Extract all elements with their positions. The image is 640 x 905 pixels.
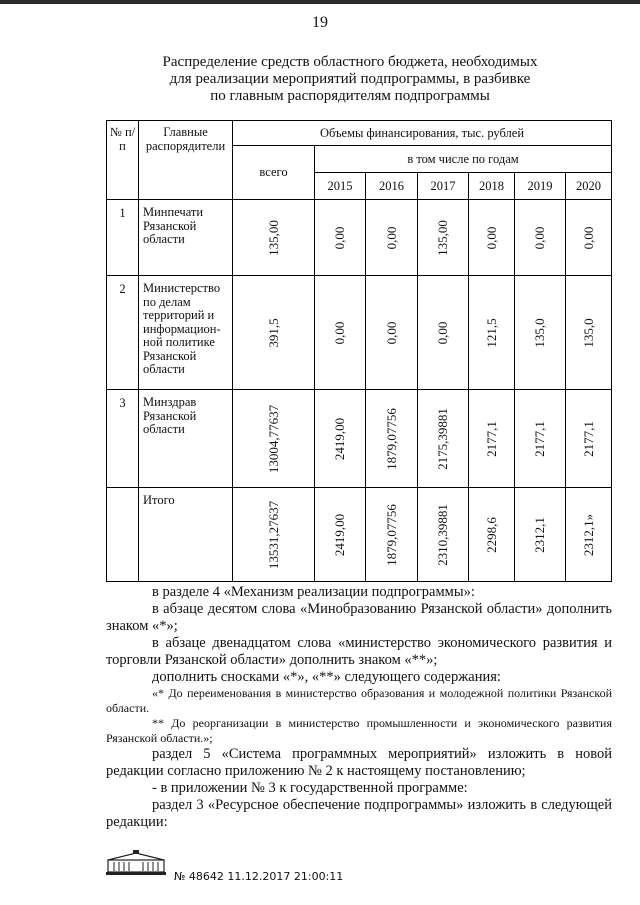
year-cell xyxy=(469,488,515,582)
year-value: 135,0 xyxy=(532,317,547,348)
year-cell xyxy=(469,276,515,390)
year-cell xyxy=(418,488,469,582)
year-value: 135,00 xyxy=(435,219,450,256)
year-value: 2419,00 xyxy=(332,513,347,556)
year-value: 0,00 xyxy=(483,226,499,249)
title-line: Распределение средств областного бюджета, необходимых xyxy=(162,54,538,70)
year-value: 0,00 xyxy=(435,321,450,344)
year-value: 135,0 xyxy=(580,317,596,348)
year-value: 1879,07756 xyxy=(383,407,399,470)
document-title xyxy=(110,54,590,105)
header-year: 2017 xyxy=(418,173,469,200)
paragraph: в абзаце двенадцатом слова «министерство экономического развития и торговли Рязанской области» дополнить знаком «**»; xyxy=(106,635,612,668)
year-cell xyxy=(515,276,566,390)
table-row xyxy=(107,276,612,390)
paragraph: дополнить сносками «*», «**» следующего содержания: xyxy=(152,669,501,685)
body-text xyxy=(106,584,612,831)
year-cell xyxy=(469,390,515,488)
year-value: 2175,39881 xyxy=(435,407,450,470)
footnote: ** До реорганизации в министерство промышленности и экономического развития Рязанской области.»; xyxy=(106,716,612,745)
header-number: № п/п xyxy=(107,121,139,200)
year-value: 2419,00 xyxy=(332,417,347,460)
header-total: всего xyxy=(233,146,315,200)
year-cell xyxy=(315,390,366,488)
year-value: 2312,1» xyxy=(580,513,596,556)
footnote: «* До переименования в министерство образования и молодежной политики Рязанской области. xyxy=(106,686,612,715)
year-cell xyxy=(315,276,366,390)
title-line: по главным распорядителям подпрограммы xyxy=(210,88,490,104)
year-value: 2177,1 xyxy=(580,420,596,457)
year-cell xyxy=(366,200,418,276)
header-year: 2015 xyxy=(315,173,366,200)
paragraph: раздел 3 «Ресурсное обеспечение подпрограммы» изложить в следующей редакции: xyxy=(106,797,612,830)
total-value: 391,5 xyxy=(265,317,281,348)
paragraph: в разделе 4 «Механизм реализации подпрограммы»: xyxy=(152,584,475,600)
year-cell xyxy=(566,200,612,276)
row-organization: Министерство по делам территорий и информацион-ной политике Рязанской области xyxy=(139,276,233,390)
year-cell xyxy=(315,488,366,582)
row-organization: Минздрав Рязанской области xyxy=(139,390,233,488)
year-cell xyxy=(315,200,366,276)
total-cell xyxy=(233,276,315,390)
year-value: 2298,6 xyxy=(483,516,499,553)
header-by-years: в том числе по годам xyxy=(315,146,612,173)
page-top-edge xyxy=(0,0,640,4)
year-value: 2177,1 xyxy=(532,420,547,457)
row-number xyxy=(107,488,139,582)
year-cell xyxy=(515,488,566,582)
paragraph: - в приложении № 3 к государственной программе: xyxy=(152,780,468,796)
total-cell xyxy=(233,200,315,276)
header-year: 2018 xyxy=(469,173,515,200)
paragraph: в абзаце десятом слова «Минобразованию Рязанской области» дополнить знаком «*»; xyxy=(106,601,612,634)
document-stamp: № 48642 11.12.2017 21:00:11 xyxy=(174,870,344,883)
footer xyxy=(106,850,366,890)
year-value: 2312,1 xyxy=(532,516,547,553)
year-cell xyxy=(515,200,566,276)
title-line: для реализации мероприятий подпрограммы, в разбивке xyxy=(169,71,531,87)
year-value: 2177,1 xyxy=(483,420,499,457)
row-organization: Минпечати Рязанской области xyxy=(139,200,233,276)
year-cell xyxy=(566,276,612,390)
year-value: 0,00 xyxy=(332,226,347,249)
table-row xyxy=(107,390,612,488)
year-value: 0,00 xyxy=(532,226,547,249)
year-value: 0,00 xyxy=(332,321,347,344)
table-row xyxy=(107,200,612,276)
table-row-total xyxy=(107,488,612,582)
row-number: 3 xyxy=(107,390,139,488)
total-cell xyxy=(233,488,315,582)
header-year: 2019 xyxy=(515,173,566,200)
row-organization: Итого xyxy=(139,488,233,582)
year-cell xyxy=(418,276,469,390)
year-cell xyxy=(366,488,418,582)
year-cell xyxy=(418,200,469,276)
year-value: 2310,39881 xyxy=(435,503,450,566)
year-cell xyxy=(366,276,418,390)
row-number: 1 xyxy=(107,200,139,276)
header-year: 2020 xyxy=(566,173,612,200)
total-value: 13004,77637 xyxy=(265,404,281,473)
financing-table xyxy=(106,120,612,582)
year-cell xyxy=(566,390,612,488)
header-year: 2016 xyxy=(366,173,418,200)
paragraph: раздел 5 «Система программных мероприятий» изложить в новой редакции согласно приложению № 2 к настоящему постановлению; xyxy=(106,746,612,779)
page-number: 19 xyxy=(312,14,328,31)
header-volumes: Объемы финансирования, тыс. рублей xyxy=(233,121,612,146)
year-cell xyxy=(566,488,612,582)
row-number: 2 xyxy=(107,276,139,390)
building-logo-icon xyxy=(106,850,166,876)
year-cell xyxy=(515,390,566,488)
year-cell xyxy=(418,390,469,488)
year-value: 0,00 xyxy=(580,226,596,249)
year-value: 0,00 xyxy=(383,226,399,249)
total-value: 13531,27637 xyxy=(265,500,281,569)
year-value: 121,5 xyxy=(483,317,499,348)
year-value: 1879,07756 xyxy=(383,503,399,566)
year-cell xyxy=(366,390,418,488)
year-cell xyxy=(469,200,515,276)
total-cell xyxy=(233,390,315,488)
year-value: 0,00 xyxy=(383,321,399,344)
header-organization: Главные распорядители xyxy=(139,121,233,200)
total-value: 135,00 xyxy=(265,219,281,256)
